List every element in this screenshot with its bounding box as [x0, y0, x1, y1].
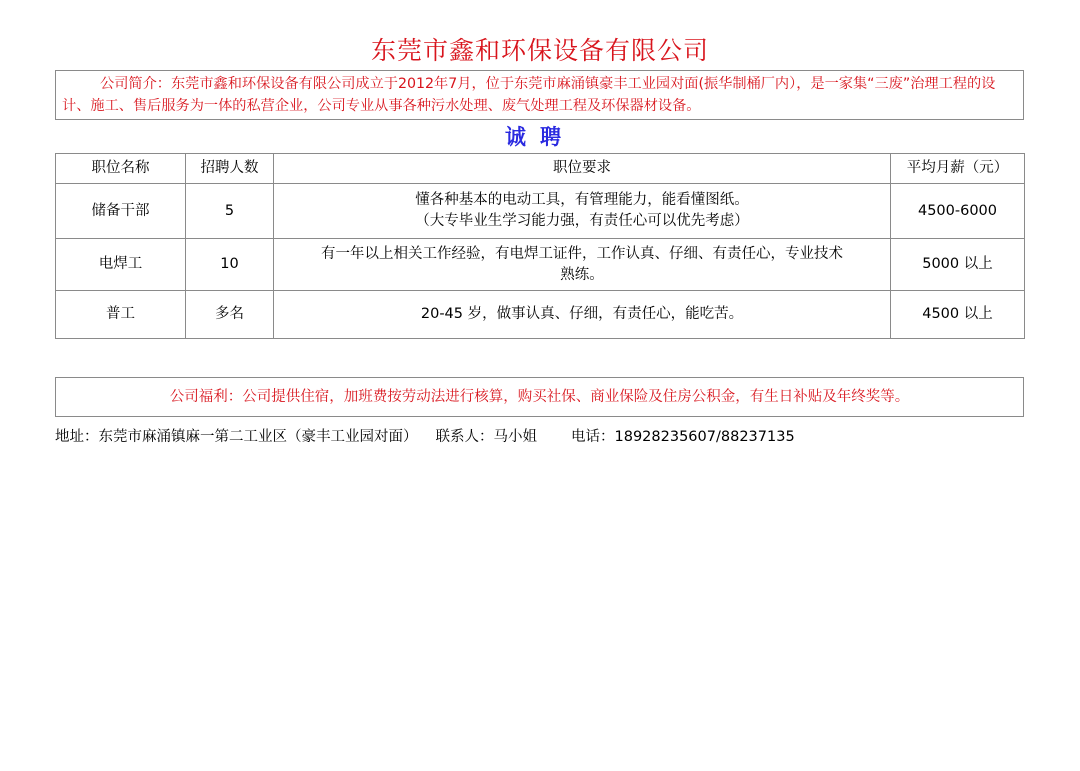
cell-count: 5 [186, 184, 274, 239]
table-row [56, 184, 1025, 239]
header-salary: 平均月薪（元） [891, 154, 1025, 184]
requirement-line: 熟练。 [560, 266, 604, 283]
table-row [56, 291, 1025, 339]
company-title: 东莞市鑫和环保设备有限公司 [370, 36, 709, 65]
cell-requirement [274, 184, 891, 239]
recruit-heading: 诚聘 [505, 125, 575, 149]
cell-position: 普工 [56, 291, 186, 339]
contact-address: 地址：东莞市麻涌镇麻一第二工业区（豪丰工业园对面） [55, 429, 418, 445]
cell-count: 10 [186, 239, 274, 291]
cell-requirement [274, 239, 891, 291]
contact-phone: 电话：18928235607/88237135 [571, 429, 795, 445]
cell-salary: 5000 以上 [891, 239, 1025, 291]
table-header-row [56, 154, 1025, 184]
table-row [56, 239, 1025, 291]
cell-salary: 4500 以上 [891, 291, 1025, 339]
requirement-line: 有一年以上相关工作经验，有电焊工证件，工作认真、仔细、有责任心，专业技术 [321, 245, 843, 262]
company-intro: 公司简介：东莞市鑫和环保设备有限公司成立于2012年7月，位于东莞市麻涌镇豪丰工业园对面(振华制桶厂内），是一家集“三废”治理工程的设计、施工、售后服务为一体的私营企业，公司专业从事各种污水处理、废气处理工程及环保器材设备。 [55, 70, 1024, 120]
header-position: 职位名称 [56, 154, 186, 184]
header-requirement: 职位要求 [274, 154, 891, 184]
company-benefits: 公司福利：公司提供住宿，加班费按劳动法进行核算，购买社保、商业保险及住房公积金，有生日补贴及年终奖等。 [55, 377, 1024, 417]
cell-salary: 4500-6000 [891, 184, 1025, 239]
requirement-line: （大专毕业生学习能力强，有责任心可以优先考虑） [415, 213, 749, 229]
header-count: 招聘人数 [186, 154, 274, 184]
contact-info [55, 427, 1024, 447]
cell-position: 电焊工 [56, 239, 186, 291]
cell-count: 多名 [186, 291, 274, 339]
requirement-line: 20-45 岁，做事认真、仔细，有责任心，能吃苦。 [420, 306, 744, 322]
cell-requirement [274, 291, 891, 339]
contact-person: 联系人：马小姐 [435, 429, 537, 445]
cell-position: 储备干部 [56, 184, 186, 239]
job-table [55, 153, 1025, 339]
requirement-line: 懂各种基本的电动工具，有管理能力，能看懂图纸。 [415, 192, 749, 208]
